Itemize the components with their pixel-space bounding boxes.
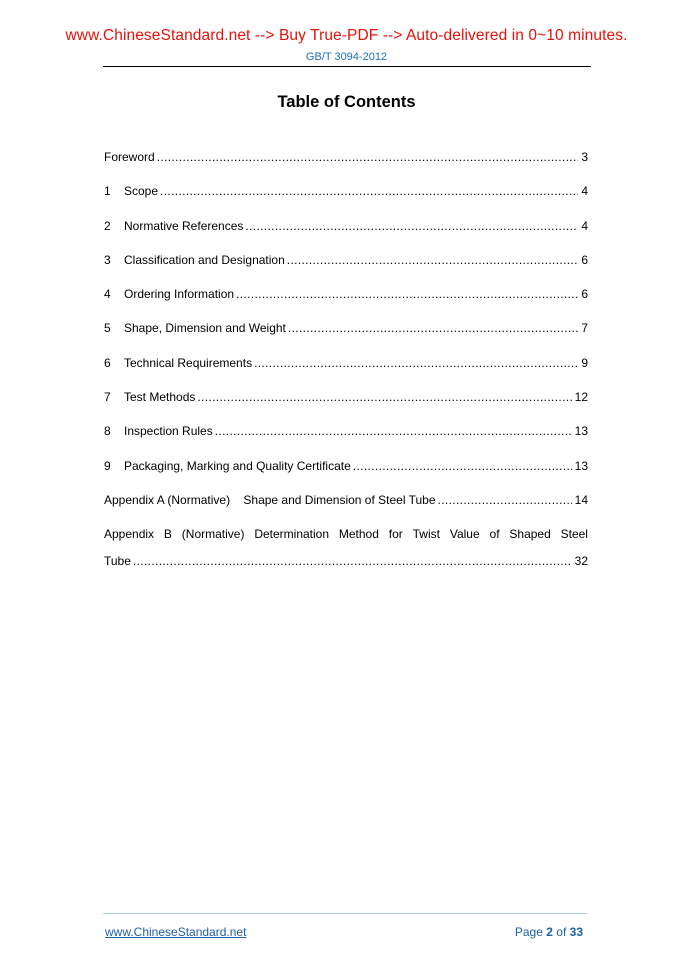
page-total: 33	[569, 925, 583, 939]
toc-word: Determination	[254, 527, 330, 542]
toc-entry-title: Technical Requirements	[124, 355, 253, 370]
toc-entry-title-line	[104, 527, 588, 541]
toc-entry-test-methods[interactable]	[104, 390, 588, 404]
toc-entry-packaging-marking[interactable]	[104, 459, 588, 473]
dot-leader	[215, 424, 572, 438]
dot-leader	[353, 459, 572, 473]
dot-leader	[245, 219, 578, 233]
toc-entry-page: 6	[581, 252, 588, 267]
table-of-contents	[104, 150, 588, 568]
footer-divider	[103, 913, 587, 914]
toc-entry-page: 13	[574, 424, 588, 439]
footer-website-link[interactable]: www.ChineseStandard.net	[105, 925, 247, 939]
toc-entry-scope[interactable]	[104, 184, 588, 198]
dot-leader	[157, 150, 579, 164]
toc-entry-foreword[interactable]	[104, 150, 588, 164]
toc-entry-continuation	[104, 554, 588, 568]
toc-entry-page: 12	[574, 390, 588, 405]
toc-entry-number: 2	[104, 218, 111, 233]
toc-entry-page: 14	[574, 492, 588, 507]
toc-entry-appendix-b[interactable]	[104, 527, 588, 568]
dot-leader	[133, 554, 572, 568]
page-current: 2	[546, 925, 553, 939]
toc-entry-title: Inspection Rules	[124, 424, 213, 439]
standard-code: GB/T 3094-2012	[305, 51, 388, 63]
toc-word: Appendix	[104, 527, 155, 542]
toc-entry-page: 4	[581, 218, 588, 233]
toc-entry-title: Foreword	[104, 150, 155, 164]
toc-entry-shape-dimension-weight[interactable]	[104, 321, 588, 335]
toc-entry-title: Shape, Dimension and Weight	[124, 321, 286, 336]
toc-entry-number: 1	[104, 184, 111, 199]
toc-entry-classification[interactable]	[104, 253, 588, 267]
toc-entry-title: Test Methods	[124, 390, 196, 405]
toc-entry-page: 9	[581, 355, 588, 370]
toc-entry-page: 7	[581, 321, 588, 336]
toc-title: Table of Contents	[277, 93, 416, 111]
toc-entry-ordering-information[interactable]	[104, 287, 588, 301]
page-prefix: Page	[514, 925, 543, 939]
dot-leader	[160, 184, 578, 198]
toc-entry-page: 4	[581, 184, 588, 199]
toc-entry-number: 4	[104, 287, 111, 302]
toc-word: Steel	[560, 527, 588, 542]
toc-word: Value	[449, 527, 480, 542]
dot-leader	[254, 356, 578, 370]
toc-entry-appendix-a[interactable]	[104, 493, 588, 507]
toc-word: Method	[338, 527, 379, 542]
toc-entry-title: Appendix A (Normative) Shape and Dimension of Steel Tube	[104, 492, 436, 507]
toc-word: Shaped	[509, 527, 551, 542]
dot-leader	[438, 493, 572, 507]
toc-entry-title: Ordering Information	[124, 287, 235, 302]
toc-word: Twist	[412, 527, 440, 542]
toc-entry-title: Classification and Designation	[124, 252, 285, 267]
toc-entry-title: Normative References	[124, 218, 244, 233]
toc-entry-technical-requirements[interactable]	[104, 356, 588, 370]
toc-entry-number: 7	[104, 390, 111, 405]
header-banner[interactable]: www.ChineseStandard.net --> Buy True-PDF --> Auto-delivered in 0~10 minutes.	[65, 27, 628, 44]
toc-entry-page: 3	[581, 150, 588, 164]
page-number	[515, 925, 583, 939]
toc-entry-number: 8	[104, 424, 111, 439]
toc-entry-page: 32	[574, 554, 588, 569]
toc-entry-number: 6	[104, 355, 111, 370]
dot-leader	[288, 321, 578, 335]
toc-entry-page: 13	[574, 458, 588, 473]
dot-leader	[287, 253, 579, 267]
toc-entry-number: 9	[104, 458, 111, 473]
dot-leader	[197, 390, 571, 404]
toc-word: for	[388, 527, 403, 542]
toc-entry-page: 6	[581, 287, 588, 302]
toc-entry-title: Scope	[124, 184, 159, 199]
toc-entry-number: 5	[104, 321, 111, 336]
toc-entry-normative-references[interactable]	[104, 219, 588, 233]
toc-word: of	[489, 527, 500, 542]
page-of: of	[556, 925, 567, 939]
toc-entry-number: 3	[104, 252, 111, 267]
dot-leader	[236, 287, 578, 301]
toc-word: (Normative)	[181, 527, 245, 542]
toc-entry-title: Packaging, Marking and Quality Certificate	[124, 458, 351, 473]
header-divider	[103, 66, 591, 67]
toc-entry-title: Tube	[104, 554, 131, 569]
toc-word: B	[163, 527, 172, 542]
toc-entry-inspection-rules[interactable]	[104, 424, 588, 438]
